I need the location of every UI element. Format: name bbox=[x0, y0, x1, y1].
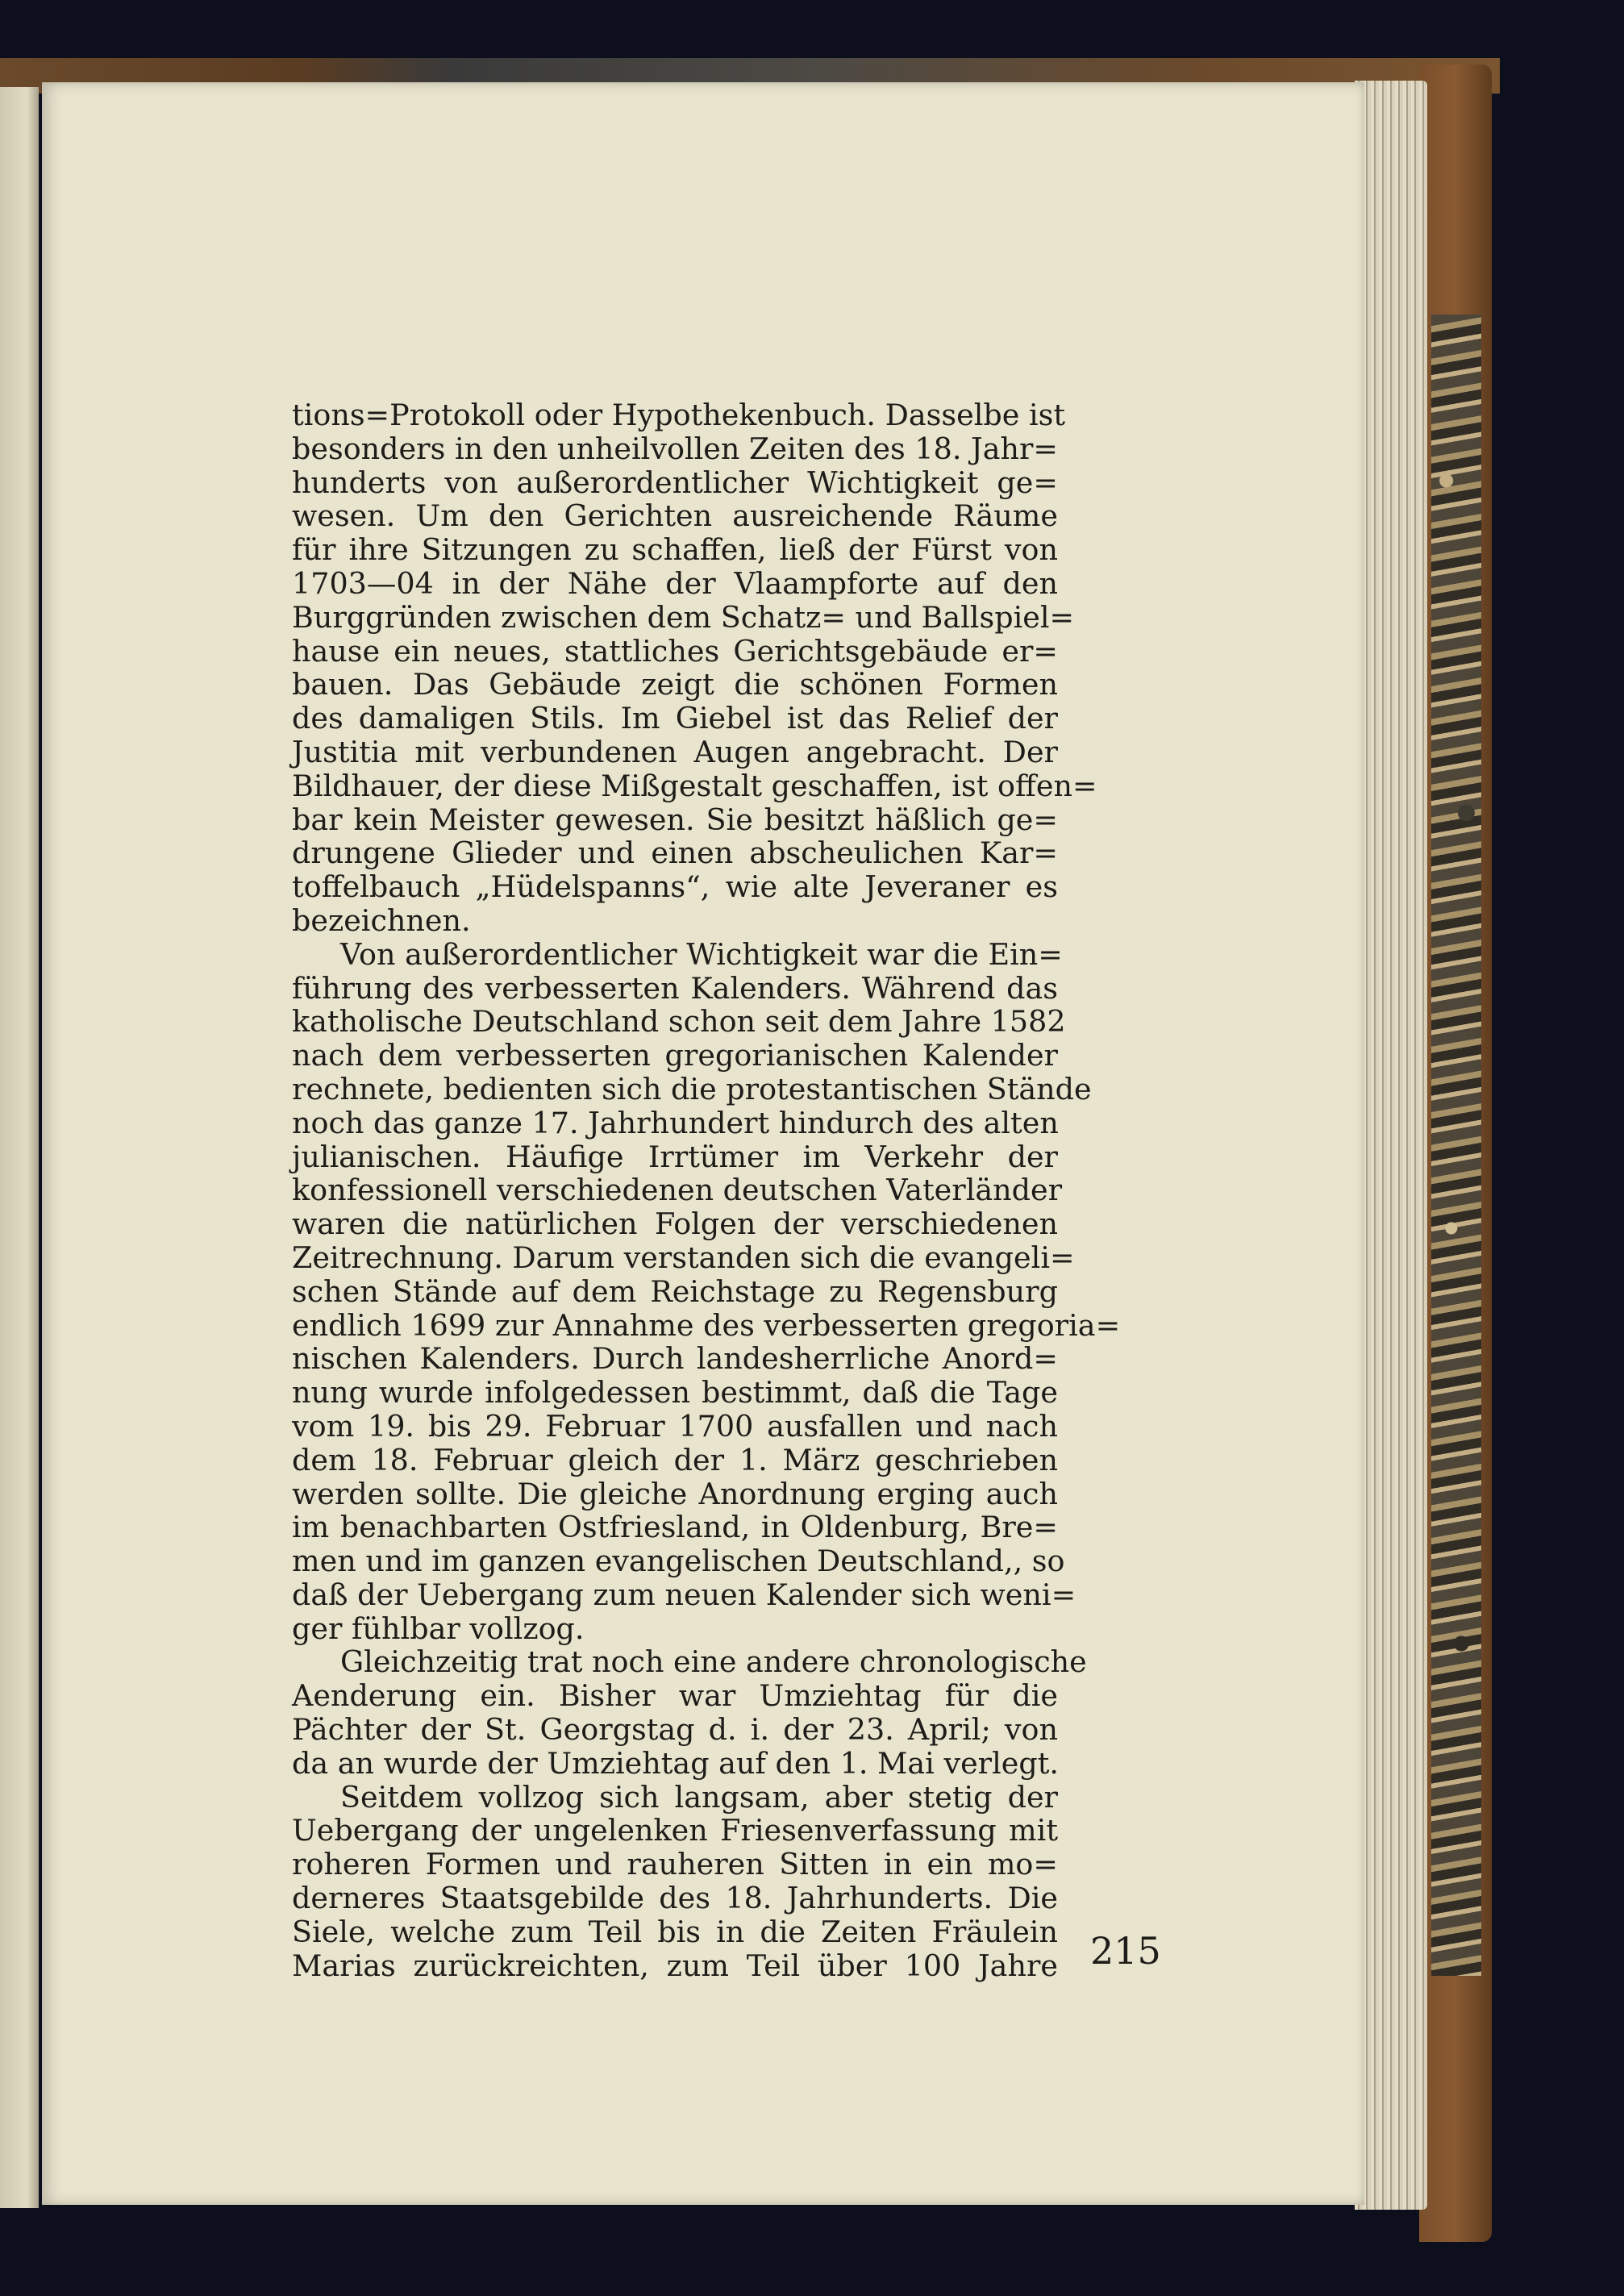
text-line: dem 18. Februar gleich der 1. März geschrieben bbox=[292, 1442, 1058, 1477]
text-line: Von außerordentlicher Wichtigkeit war die Ein= bbox=[340, 936, 1063, 972]
text-line: schen Stände auf dem Reichstage zu Regensburg bbox=[292, 1273, 1058, 1309]
text-line: im benachbarten Ostfriesland, in Oldenburg, Bre= bbox=[292, 1510, 1058, 1545]
text-line: julianischen. Häufige Irrtümer im Verkehr der bbox=[292, 1139, 1058, 1174]
book-page bbox=[42, 82, 1364, 2205]
text-line: noch das ganze 17. Jahrhundert hindurch des alten bbox=[292, 1105, 1059, 1140]
text-line: Bildhauer, der diese Mißgestalt geschaffen, ist offen= bbox=[292, 768, 1097, 803]
text-line: besonders in den unheilvollen Zeiten des 18. Jahr= bbox=[292, 431, 1058, 466]
text-line: men und im ganzen evangelischen Deutschland,, so bbox=[292, 1544, 1065, 1579]
page-body-text bbox=[292, 398, 1121, 1983]
text-line: nach dem verbesserten gregorianischen Kalender bbox=[292, 1038, 1058, 1073]
text-line: roheren Formen und rauheren Sitten in ein mo= bbox=[292, 1847, 1058, 1882]
text-line: Aenderung ein. Bisher war Umziehtag für die bbox=[292, 1678, 1058, 1714]
text-line: Marias zurückreichten, zum Teil über 100 Jahre bbox=[292, 1948, 1058, 1983]
text-line: nischen Kalenders. Durch landesherrliche Anord= bbox=[292, 1341, 1058, 1377]
text-line: bezeichnen. bbox=[292, 902, 471, 938]
text-line: Zeitrechnung. Darum verstanden sich die evangeli= bbox=[292, 1240, 1075, 1275]
text-line: für ihre Sitzungen zu schaffen, ließ der Fürst von bbox=[292, 532, 1058, 568]
text-line: Burggründen zwischen dem Schatz= und Ballspiel= bbox=[292, 599, 1075, 635]
text-line: rechnete, bedienten sich die protestantischen Stände bbox=[292, 1071, 1092, 1106]
page-number: 215 bbox=[1090, 1929, 1161, 1973]
text-line: da an wurde der Umziehtag auf den 1. Mai verlegt. bbox=[292, 1745, 1060, 1781]
text-line: daß der Uebergang zum neuen Kalender sich weni= bbox=[292, 1577, 1076, 1612]
page-stack-edges bbox=[1355, 81, 1427, 2210]
text-line: katholische Deutschland schon seit dem Jahre 1582 bbox=[292, 1004, 1066, 1040]
text-line: wesen. Um den Gerichten ausreichende Räume bbox=[292, 498, 1058, 534]
text-line: nung wurde infolgedessen bestimmt, daß die Tage bbox=[292, 1375, 1058, 1411]
text-line: Siele, welche zum Teil bis in die Zeiten Fräulein bbox=[292, 1914, 1058, 1949]
text-line: 1703—04 in der Nähe der Vlaampforte auf den bbox=[292, 565, 1058, 601]
text-line: Gleichzeitig trat noch eine andere chronologische bbox=[340, 1644, 1087, 1680]
text-line: tions=Protokoll oder Hypothekenbuch. Dasselbe ist bbox=[292, 398, 1066, 432]
text-line: führung des verbesserten Kalenders. Während das bbox=[292, 970, 1058, 1006]
text-line: derneres Staatsgebilde des 18. Jahrhunderts. Die bbox=[292, 1881, 1058, 1916]
text-line: drungene Glieder und einen abscheulichen Kar= bbox=[292, 835, 1058, 871]
text-line: bauen. Das Gebäude zeigt die schönen Formen bbox=[292, 667, 1058, 702]
text-line: Uebergang der ungelenken Friesenverfassung mit bbox=[292, 1813, 1058, 1848]
text-line: Seitdem vollzog sich langsam, aber stetig der bbox=[340, 1779, 1058, 1815]
text-line: hunderts von außerordentlicher Wichtigkeit ge= bbox=[292, 465, 1058, 500]
text-line: des damaligen Stils. Im Giebel ist das Relief der bbox=[292, 701, 1058, 736]
text-line: Pächter der St. Georgstag d. i. der 23. April; von bbox=[292, 1712, 1058, 1748]
facing-page-edge bbox=[0, 87, 39, 2208]
text-line: ger fühlbar vollzog. bbox=[292, 1611, 585, 1646]
text-line: Justitia mit verbundenen Augen angebracht. Der bbox=[292, 734, 1058, 769]
text-line: konfessionell verschiedenen deutschen Vaterländer bbox=[292, 1173, 1063, 1208]
text-line: toffelbauch „Hüdelspanns“, wie alte Jeveraner es bbox=[292, 869, 1058, 905]
text-line: endlich 1699 zur Annahme des verbesserten gregoria= bbox=[292, 1307, 1121, 1343]
text-line: vom 19. bis 29. Februar 1700 ausfallen und nach bbox=[292, 1408, 1058, 1444]
text-line: bar kein Meister gewesen. Sie besitzt häßlich ge= bbox=[292, 802, 1058, 837]
text-line: waren die natürlichen Folgen der verschiedenen bbox=[292, 1206, 1058, 1242]
marbled-cover-pattern bbox=[1431, 315, 1481, 1976]
text-line: werden sollte. Die gleiche Anordnung erging auch bbox=[292, 1476, 1058, 1511]
text-line: hause ein neues, stattliches Gerichtsgebäude er= bbox=[292, 633, 1058, 669]
